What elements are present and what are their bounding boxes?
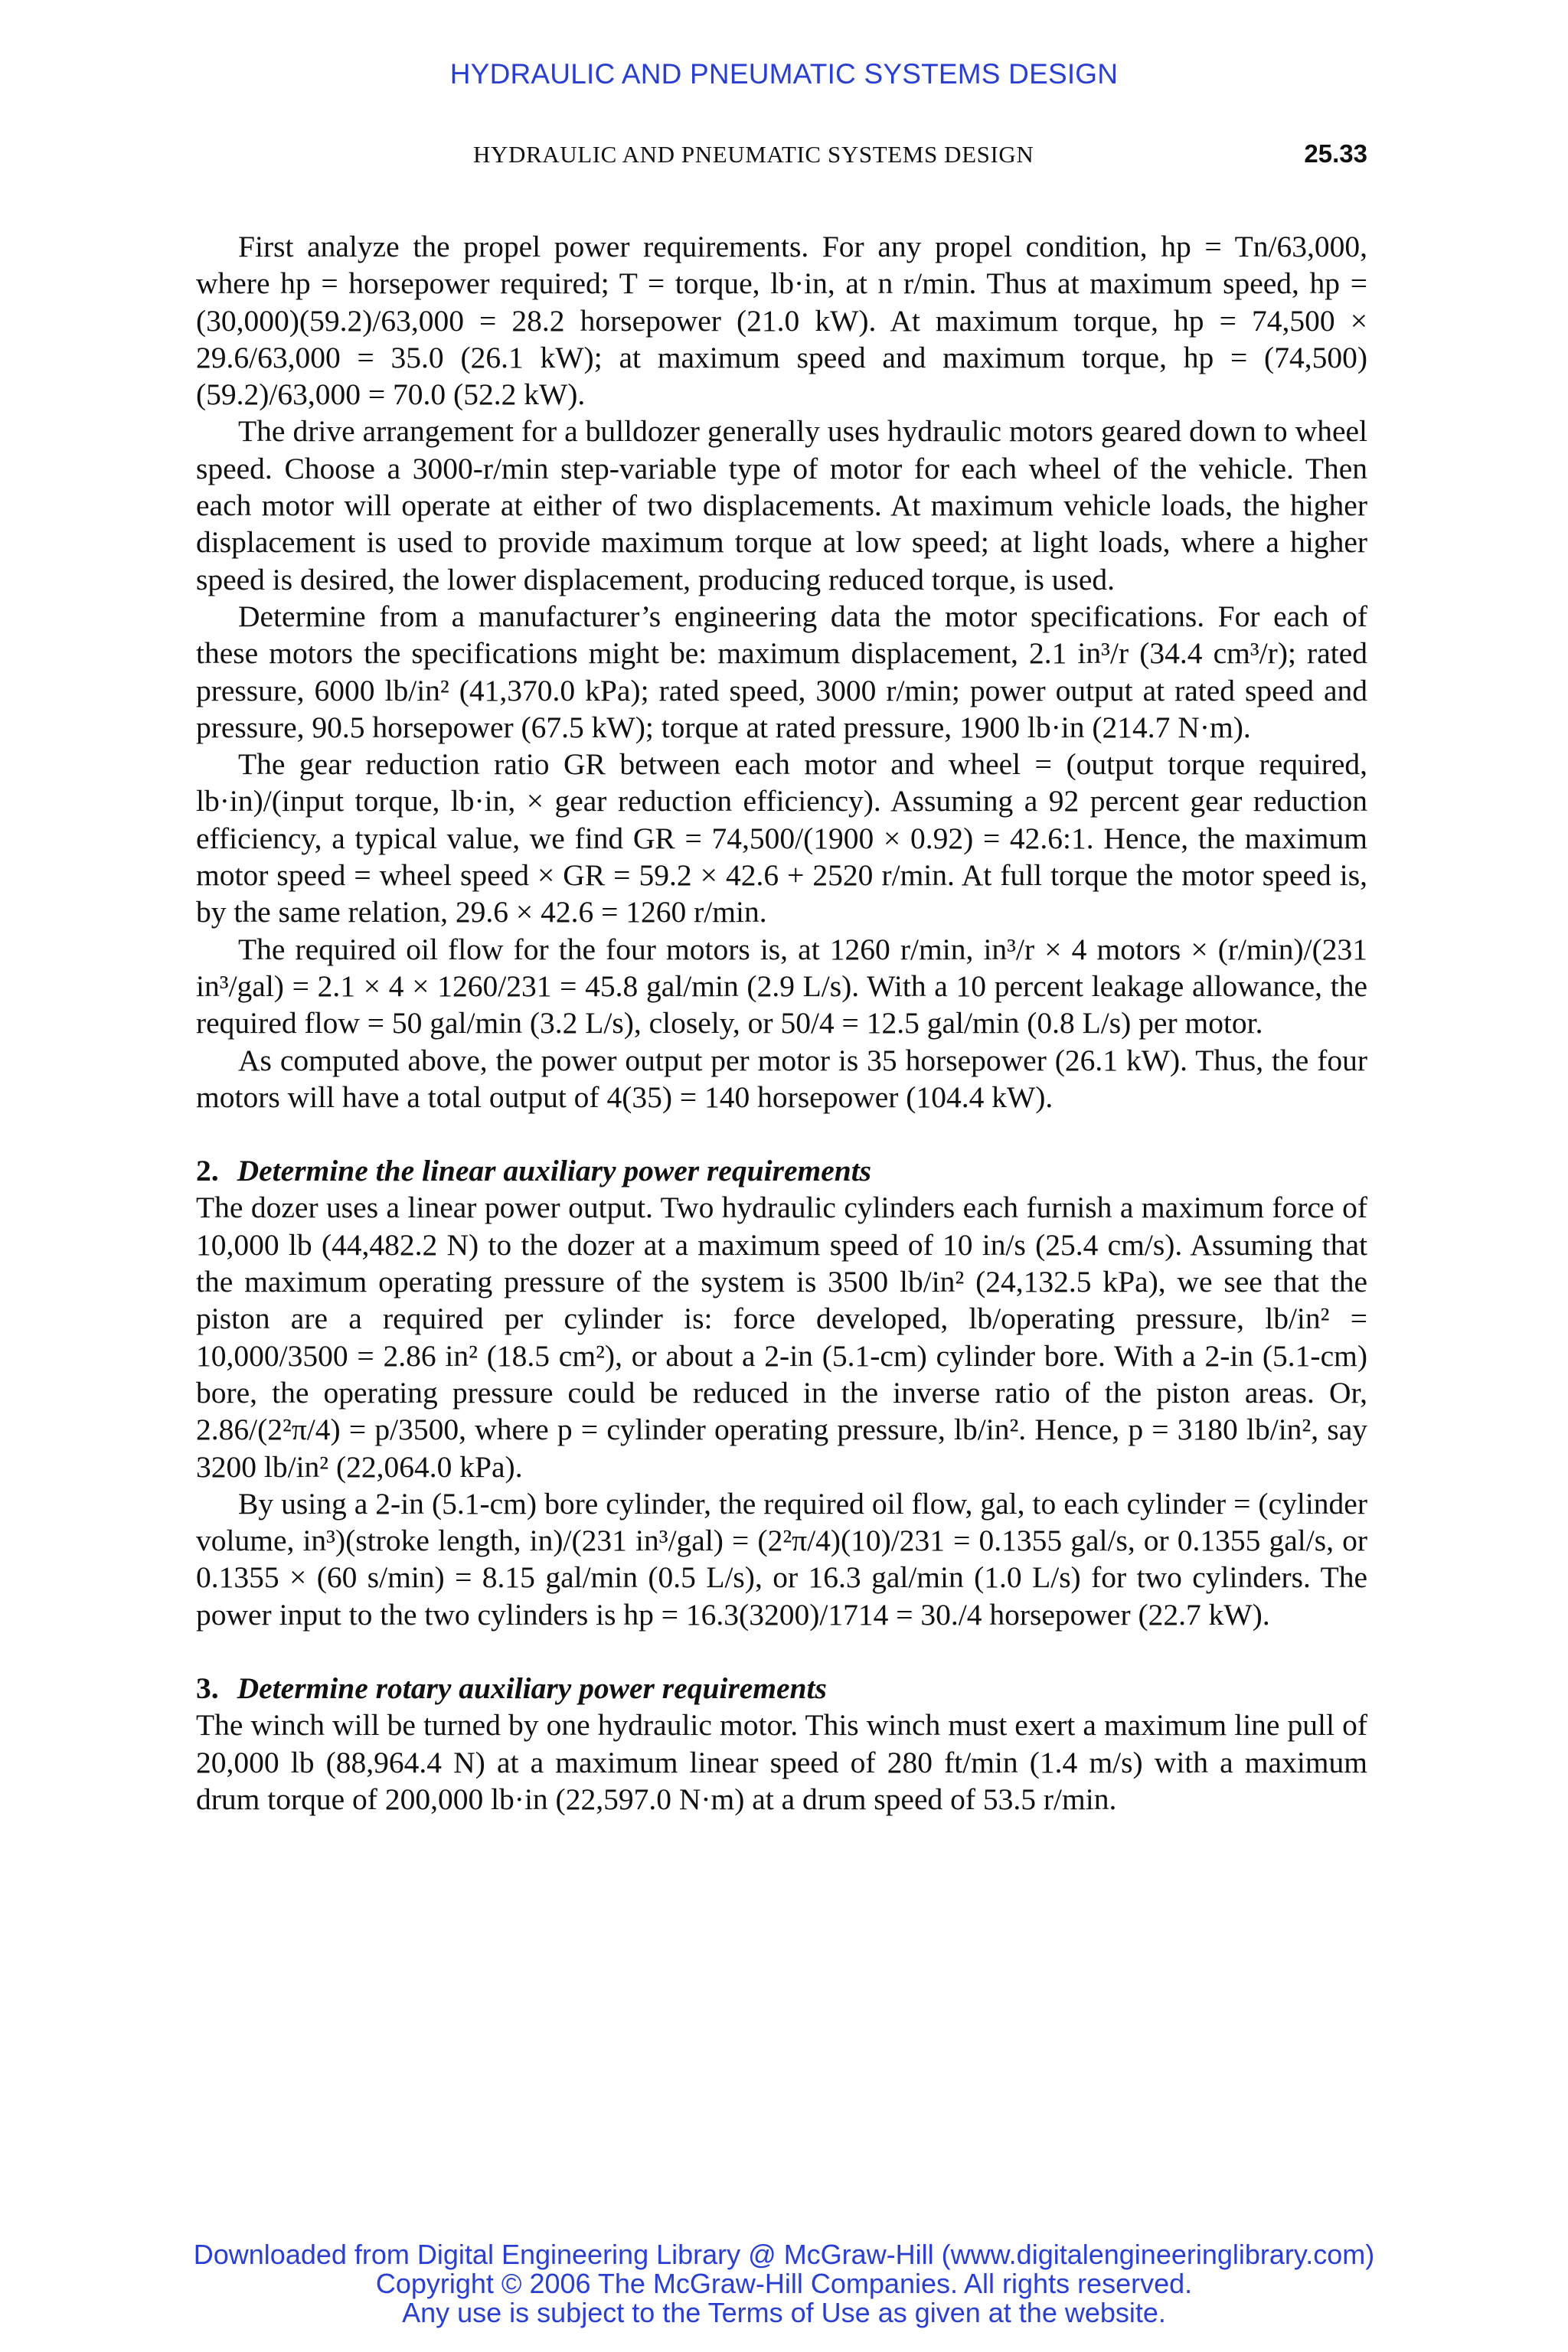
footer — [0, 2240, 1568, 2328]
paragraph: The drive arrangement for a bulldozer generally uses hydraulic motors geared down to wheel speed. Choose a 3000-r/min step-variable type of motor for each wheel of the vehicle. Then each motor will operate at either of two displacements. At maximum vehicle loads, the higher displacement is used to provide maximum torque at low speed; at light loads, where a higher speed is desired, the lower displacement, producing reduced torque, is used. — [196, 414, 1367, 596]
paragraph: First analyze the propel power requirements. For any propel condition, hp = Tn/63,000, where hp = horsepower required; T = torque, lb·in, at n r/min. Thus at maximum speed, hp = (30,000)(59.2)/63,000 = 28.2 horsepower (21.0 kW). At maximum torque, hp = 74,500 × 29.6/63,000 = 35.0 (26.1 kW); at maximum speed and maximum torque, hp = (74,500)(59.2)/63,000 = 70.0 (52.2 kW). — [196, 230, 1367, 412]
running-head-title: HYDRAULIC AND PNEUMATIC SYSTEMS DESIGN — [473, 141, 1034, 168]
step-heading — [196, 1670, 1367, 1707]
paragraph: The winch will be turned by one hydraulic motor. This winch must exert a maximum line pull of 20,000 lb (88,964.4 N) at a maximum linear speed of 280 ft/min (1.4 m/s) with a maximum drum torque of 200,000 lb·in (22,597.0 N·m) at a drum speed of 53.5 r/min. — [196, 1708, 1367, 1816]
step-number: 2. — [196, 1154, 219, 1188]
step-title: Determine the linear auxiliary power requirements — [237, 1154, 872, 1188]
page-number: 25.33 — [1304, 139, 1367, 168]
paragraph: The required oil flow for the four motors is, at 1260 r/min, in³/r × 4 motors × (r/min)/(231 in³/gal) = 2.1 × 4 × 1260/231 = 45.8 gal/min (2.9 L/s). With a 10 percent leakage allowance, the required flow = 50 gal/min (3.2 L/s), closely, or 50/4 = 12.5 gal/min (0.8 L/s) per motor. — [196, 932, 1367, 1040]
paragraph: As computed above, the power output per motor is 35 horsepower (26.1 kW). Thus, the four motors will have a total output of 4(35) = 140 horsepower (104.4 kW). — [196, 1043, 1367, 1114]
running-head — [196, 141, 1367, 179]
step-number: 3. — [196, 1671, 219, 1705]
paragraph: By using a 2-in (5.1-cm) bore cylinder, the required oil flow, gal, to each cylinder = (cylinder volume, in³)(stroke length, in)/(231 in³/gal) = (2²π/4)(10)/231 = 0.1355 gal/s, or 0.1355 gal/s, or 0.1355 × (60 s/min) = 8.15 gal/min (0.5 L/s), or 16.3 gal/min (1.0 L/s) for two cylinders. The power input to the two cylinders is hp = 16.3(3200)/1714 = 30./4 horsepower (22.7 kW). — [196, 1486, 1367, 1632]
paragraph: Determine from a manufacturer’s engineering data the motor specifications. For each of these motors the specifications might be: maximum displacement, 2.1 in³/r (34.4 cm³/r); rated pressure, 6000 lb/in² (41,370.0 kPa); rated speed, 3000 r/min; power output at rated speed and pressure, 90.5 horsepower (67.5 kW); torque at rated pressure, 1900 lb·in (214.7 N·m). — [196, 599, 1367, 744]
step-heading — [196, 1152, 1367, 1189]
paragraph: The gear reduction ratio GR between each motor and wheel = (output torque required, lb·in)/(input torque, lb·in, × gear reduction efficiency). Assuming a 92 percent gear reduction efficiency, a typical value, we find GR = 74,500/(1900 × 0.92) = 42.6:1. Hence, the maximum motor speed = wheel speed × GR = 59.2 × 42.6 + 2520 r/min. At full torque the motor speed is, by the same relation, 29.6 × 42.6 = 1260 r/min. — [196, 747, 1367, 929]
body-text — [196, 228, 1367, 1818]
step-title: Determine rotary auxiliary power requirements — [237, 1671, 827, 1705]
footer-copyright: Copyright © 2006 The McGraw-Hill Companies. All rights reserved. — [375, 2268, 1193, 2299]
footer-download-link[interactable]: Downloaded from Digital Engineering Library @ McGraw-Hill (www.digitalengineeringlibrary.com) — [193, 2239, 1375, 2270]
chapter-title-link[interactable]: HYDRAULIC AND PNEUMATIC SYSTEMS DESIGN — [449, 58, 1119, 90]
footer-terms-link[interactable]: Any use is subject to the Terms of Use as given at the website. — [402, 2297, 1166, 2328]
paragraph: The dozer uses a linear power output. Two hydraulic cylinders each furnish a maximum force of 10,000 lb (44,482.2 N) to the dozer at a maximum speed of 10 in/s (25.4 cm/s). Assuming that the maximum operating pressure of the system is 3500 lb/in² (24,132.5 kPa), we see that the piston are a required per cylinder is: force developed, lb/operating pressure, lb/in² = 10,000/3500 = 2.86 in² (18.5 cm²), or about a 2-in (5.1-cm) cylinder bore. With a 2-in (5.1-cm) bore, the operating pressure could be reduced in the inverse ratio of the piston areas. Or, 2.86/(2²π/4) = p/3500, where p = cylinder operating pressure, lb/in². Hence, p = 3180 lb/in², say 3200 lb/in² (22,064.0 kPa). — [196, 1191, 1367, 1484]
